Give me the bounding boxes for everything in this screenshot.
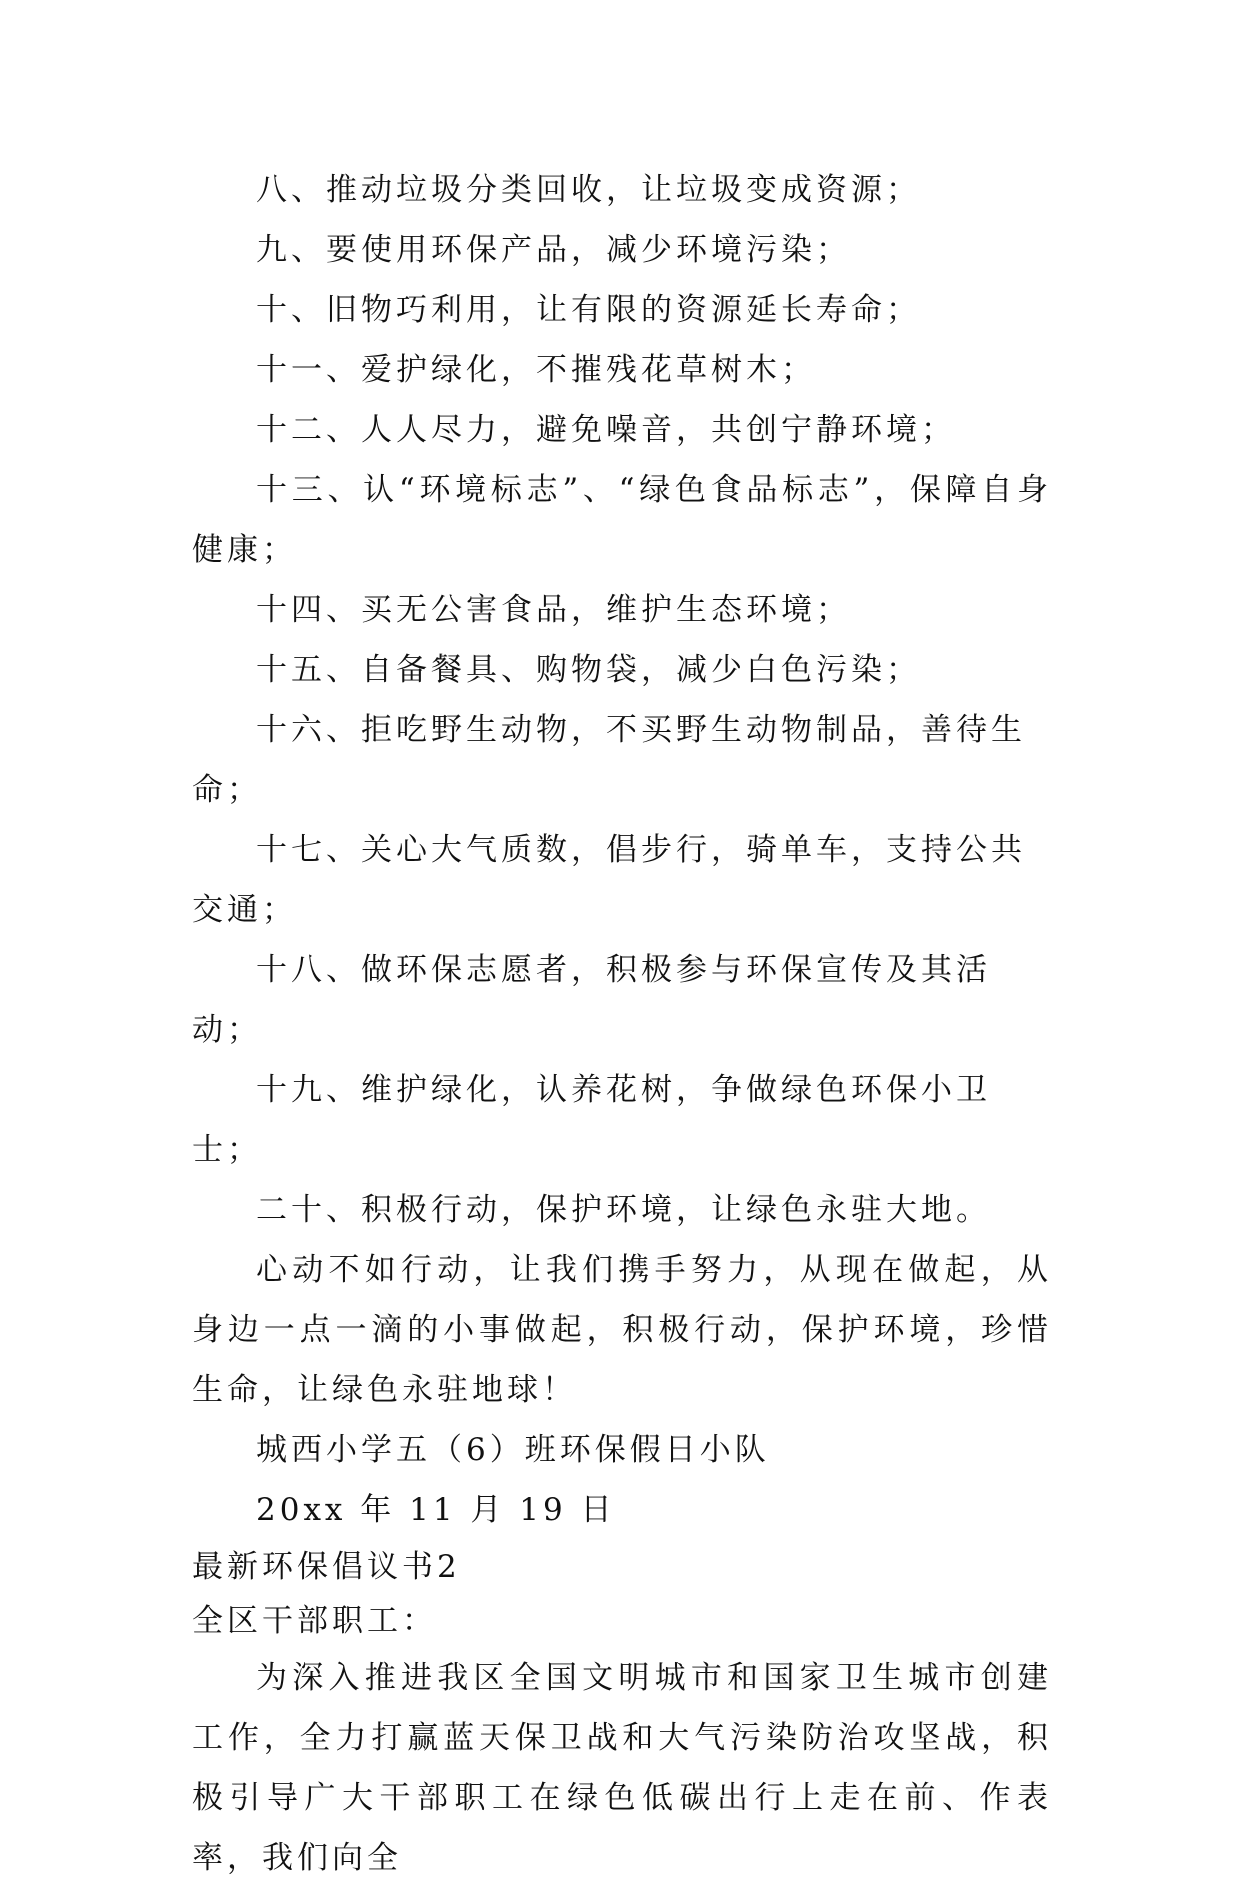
signature: 城西小学五（6）班环保假日小队 <box>256 1432 770 1468</box>
date: 20xx 年 11 月 19 日 <box>256 1492 616 1528</box>
list-item: 十、旧物巧利用，让有限的资源延长寿命； <box>256 292 921 328</box>
list-item: 十一、爱护绿化，不摧残花草树木； <box>256 352 816 388</box>
list-item: 十八、做环保志愿者，积极参与环保宣传及其活动； <box>192 952 991 1048</box>
closing-paragraph: 心动不如行动，让我们携手努力，从现在做起，从身边一点一滴的小事做起，积极行动，保护环境，珍惜生命，让绿色永驻地球！ <box>192 1252 1052 1408</box>
list-item: 十七、关心大气质数，倡步行，骑单车，支持公共交通； <box>192 832 1026 928</box>
list-item: 九、要使用环保产品，减少环境污染； <box>256 232 851 268</box>
list-item: 十四、买无公害食品，维护生态环境； <box>256 592 851 628</box>
list-item: 十五、自备餐具、购物袋，减少白色污染； <box>256 652 921 688</box>
list-item: 八、推动垃圾分类回收，让垃圾变成资源； <box>256 172 921 208</box>
list-item: 二十、积极行动，保护环境，让绿色永驻大地。 <box>256 1192 991 1228</box>
list-item: 十九、维护绿化，认养花树，争做绿色环保小卫士； <box>192 1072 991 1168</box>
list-item: 十三、认“环境标志”、“绿色食品标志”，保障自身健康； <box>192 472 1052 568</box>
salutation: 全区干部职工： <box>192 1603 437 1639</box>
document-body <box>192 160 1052 1888</box>
body-paragraph: 为深入推进我区全国文明城市和国家卫生城市创建工作，全力打赢蓝天保卫战和大气污染防治攻坚战，积极引导广大干部职工在绿色低碳出行上走在前、作表率，我们向全 <box>192 1660 1052 1876</box>
list-item: 十六、拒吃野生动物，不买野生动物制品，善待生命； <box>192 712 1026 808</box>
list-item: 十二、人人尽力，避免噪音，共创宁静环境； <box>256 412 956 448</box>
section-title: 最新环保倡议书2 <box>192 1549 461 1585</box>
